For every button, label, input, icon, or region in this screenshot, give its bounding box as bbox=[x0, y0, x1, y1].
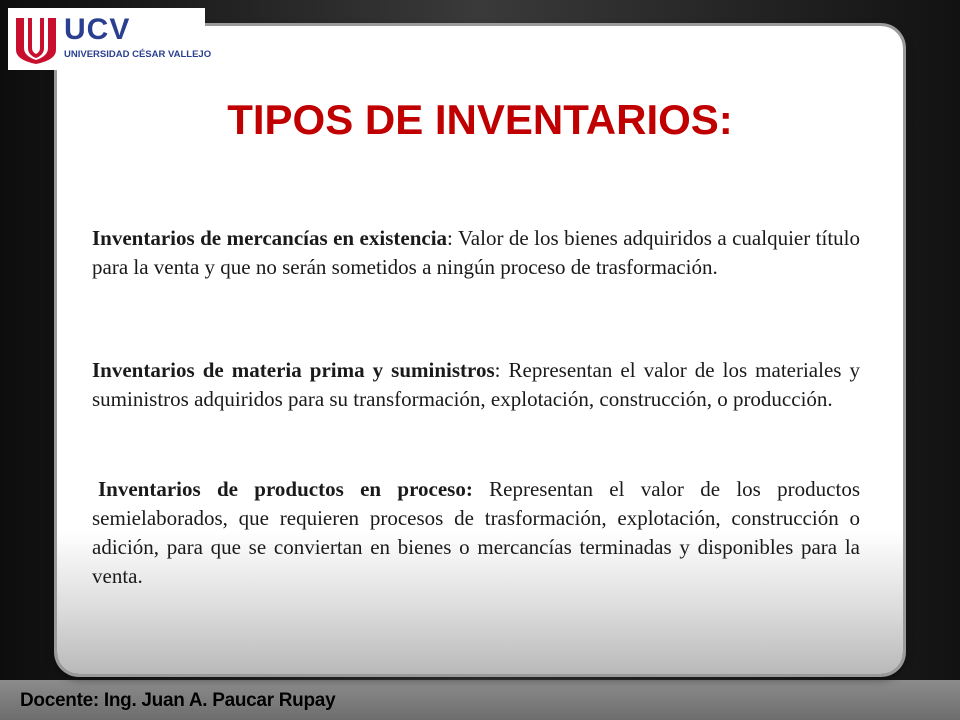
paragraph-term: Inventarios de productos en proceso: bbox=[98, 477, 473, 501]
footer-instructor: Docente: Ing. Juan A. Paucar Rupay bbox=[20, 690, 336, 711]
slide-title: TIPOS DE INVENTARIOS: bbox=[227, 96, 733, 143]
paragraph-body: : Representan el valor de los materiales y suministros adquiridos para su transformación, explotación, construcción, o producción. bbox=[92, 358, 860, 411]
paragraph-body: : Valor de los bienes adquiridos a cualquier título para la venta y que no serán sometidos a ningún proceso de trasformación. bbox=[92, 226, 861, 279]
paragraph-term: Inventarios de mercancías en existencia bbox=[92, 226, 448, 250]
paragraph-term: Inventarios de materia prima y suministros bbox=[92, 358, 495, 382]
logo-subtitle: UNIVERSIDAD CÉSAR VALLEJO bbox=[64, 49, 212, 60]
paragraph-mercancias bbox=[92, 224, 860, 282]
logo-wordmark: UCV bbox=[64, 13, 131, 46]
paragraph-materia-prima bbox=[92, 356, 860, 414]
paragraph-body: Representan el valor de los productos semielaborados, que requieren procesos de trasformación, explotación, construcción o adición, para que se conviertan en bienes o mercancías terminadas y disponibles para la venta. bbox=[92, 477, 860, 588]
paragraph-productos-proceso bbox=[92, 475, 860, 591]
ucv-logo-mark-icon bbox=[14, 14, 58, 64]
university-logo bbox=[8, 8, 212, 70]
